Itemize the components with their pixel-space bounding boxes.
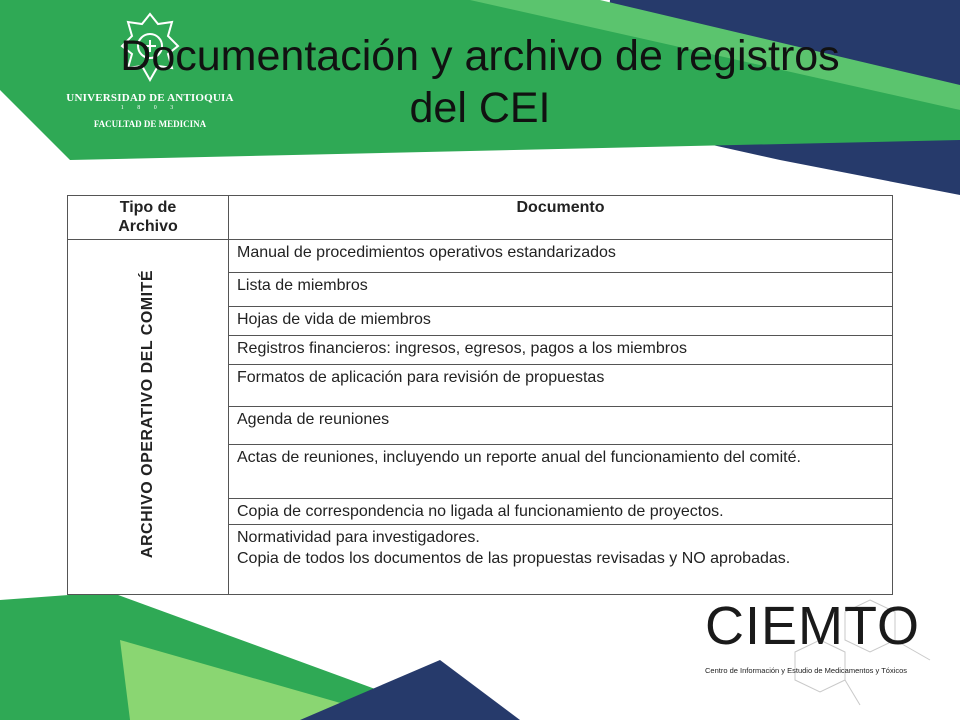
slide-title-line2: del CEI	[409, 84, 551, 132]
header-type	[68, 196, 229, 240]
table-cell: Actas de reuniones, incluyendo un reporte anual del funcionamiento del comité.	[229, 445, 893, 499]
table-cell-line: Normatividad para investigadores.	[237, 529, 480, 546]
ciemto-logo	[705, 596, 937, 696]
udea-name: UNIVERSIDAD DE ANTIOQUIA	[66, 92, 234, 104]
table-cell: Registros financieros: ingresos, egresos, pagos a los miembros	[229, 336, 893, 365]
table-cell: Manual de procedimientos operativos estandarizados	[229, 240, 893, 273]
ciemto-name: CIEMTO	[705, 596, 921, 656]
table-cell	[229, 525, 893, 595]
side-label: ARCHIVO OPERATIVO DEL COMITÉ	[139, 270, 156, 559]
header-document: Documento	[229, 196, 893, 240]
table-cell: Copia de correspondencia no ligada al funcionamiento de proyectos.	[229, 499, 893, 525]
side-label-cell	[68, 240, 229, 595]
ciemto-subtitle: Centro de Información y Estudio de Medicamentos y Tóxicos	[705, 666, 908, 675]
header-type-line2: Archivo	[118, 218, 178, 235]
table-cell: Agenda de reuniones	[229, 407, 893, 445]
table-cell: Formatos de aplicación para revisión de propuestas	[229, 365, 893, 407]
table-cell-line: Copia de todos los documentos de las propuestas revisadas y NO aprobadas.	[237, 550, 791, 567]
header-type-line1: Tipo de	[119, 199, 177, 216]
udea-faculty: FACULTAD DE MEDICINA	[93, 119, 207, 129]
table-cell: Lista de miembros	[229, 273, 893, 307]
table-cell: Hojas de vida de miembros	[229, 307, 893, 336]
slide-title-line1: Documentación y archivo de registros	[120, 32, 840, 80]
table-row	[68, 240, 893, 273]
slide-title	[40, 30, 920, 134]
udea-year: 1 8 0 3	[120, 105, 180, 111]
documents-table	[67, 195, 893, 595]
table-header-row	[68, 196, 893, 240]
